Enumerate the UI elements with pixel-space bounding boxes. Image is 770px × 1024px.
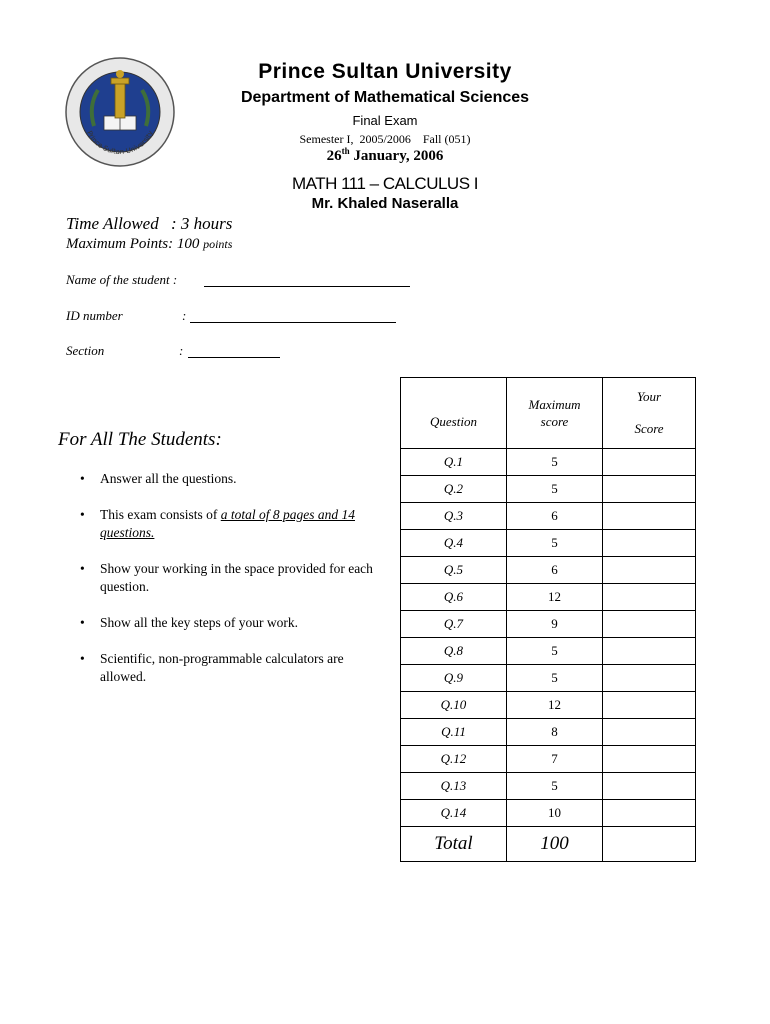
table-row xyxy=(401,476,696,503)
table-row xyxy=(401,449,696,476)
instruction-text: Show your working in the space provided for each question. xyxy=(100,561,373,594)
table-row xyxy=(401,773,696,800)
list-item xyxy=(60,506,380,542)
instructor-name: Mr. Khaled Naseralla xyxy=(311,195,459,212)
max-score-cell: 8 xyxy=(507,719,603,746)
header-your-line1: Your xyxy=(636,389,662,404)
total-value: 100 xyxy=(507,827,603,862)
table-row xyxy=(401,611,696,638)
exam-date xyxy=(190,146,580,165)
field-label: ID number xyxy=(66,308,123,323)
semester: Semester I, 2005/2006 Fall (051) xyxy=(299,132,471,146)
max-score-cell: 5 xyxy=(507,665,603,692)
total-label: Total xyxy=(401,827,507,862)
question-cell: Q.6 xyxy=(401,584,507,611)
list-item xyxy=(60,470,380,488)
list-item xyxy=(60,614,380,632)
question-cell: Q.1 xyxy=(401,449,507,476)
question-cell: Q.5 xyxy=(401,557,507,584)
time-value: : 3 hours xyxy=(170,214,233,233)
your-score-cell[interactable] xyxy=(603,800,696,827)
max-score-cell: 12 xyxy=(507,692,603,719)
instructions-list xyxy=(60,470,380,704)
course-title: MATH 111 – CALCULUS I xyxy=(291,174,478,193)
question-cell: Q.2 xyxy=(401,476,507,503)
list-item xyxy=(60,650,380,686)
table-row xyxy=(401,584,696,611)
department-name: Department of Mathematical Sciences xyxy=(240,89,530,106)
header-max-line1: Maximum xyxy=(528,397,581,412)
total-row xyxy=(401,827,696,862)
header-max-line2: score xyxy=(540,414,569,429)
total-your-score-cell[interactable] xyxy=(603,827,696,862)
table-row xyxy=(401,530,696,557)
table-row xyxy=(401,665,696,692)
max-score-cell: 5 xyxy=(507,773,603,800)
time-label: Time Allowed xyxy=(66,214,159,233)
section-line[interactable] xyxy=(188,357,280,358)
your-score-cell[interactable] xyxy=(603,530,696,557)
id-number-line[interactable] xyxy=(190,322,396,323)
question-cell: Q.14 xyxy=(401,800,507,827)
table-row xyxy=(401,503,696,530)
question-cell: Q.13 xyxy=(401,773,507,800)
list-item xyxy=(60,560,380,596)
university-name: Prince Sultan University xyxy=(258,60,512,83)
max-score-cell: 5 xyxy=(507,638,603,665)
date-day: 26 xyxy=(326,148,342,164)
date-suffix: th xyxy=(341,146,350,156)
score-table xyxy=(400,377,696,862)
table-header-row xyxy=(401,378,696,449)
max-score-cell: 5 xyxy=(507,476,603,503)
student-name-line[interactable] xyxy=(204,286,410,287)
max-score-cell: 9 xyxy=(507,611,603,638)
your-score-cell[interactable] xyxy=(603,773,696,800)
max-points-label: Maximum Points: 100 xyxy=(66,236,200,252)
max-score-cell: 6 xyxy=(507,557,603,584)
max-points-unit: points xyxy=(203,237,233,251)
your-score-cell[interactable] xyxy=(603,557,696,584)
table-row xyxy=(401,692,696,719)
your-score-cell[interactable] xyxy=(603,665,696,692)
instruction-text: This exam consists of xyxy=(100,507,221,522)
your-score-cell[interactable] xyxy=(603,449,696,476)
instruction-underlined: a total of 8 pages and 14 questions. xyxy=(100,507,355,540)
field-label: Name of the student : xyxy=(66,272,178,287)
question-cell: Q.9 xyxy=(401,665,507,692)
maximum-points xyxy=(66,236,232,253)
university-logo xyxy=(64,56,176,168)
question-cell: Q.11 xyxy=(401,719,507,746)
max-score-cell: 6 xyxy=(507,503,603,530)
question-cell: Q.8 xyxy=(401,638,507,665)
max-score-cell: 5 xyxy=(507,530,603,557)
instruction-text: Answer all the questions. xyxy=(100,471,237,486)
header-max-score xyxy=(507,378,603,449)
your-score-cell[interactable] xyxy=(603,692,696,719)
exam-type: Final Exam xyxy=(352,113,418,128)
question-cell: Q.12 xyxy=(401,746,507,773)
max-score-cell: 5 xyxy=(507,449,603,476)
section-colon: : xyxy=(179,343,184,358)
instructions-heading: For All The Students: xyxy=(58,429,222,450)
table-row xyxy=(401,746,696,773)
id-number-field xyxy=(66,308,123,324)
question-cell: Q.7 xyxy=(401,611,507,638)
question-cell: Q.10 xyxy=(401,692,507,719)
max-score-cell: 12 xyxy=(507,584,603,611)
logo-text: Prince Sultan University xyxy=(85,129,155,157)
instruction-text: Show all the key steps of your work. xyxy=(100,615,298,630)
your-score-cell[interactable] xyxy=(603,476,696,503)
your-score-cell[interactable] xyxy=(603,584,696,611)
instruction-text: Scientific, non-programmable calculators are allowed. xyxy=(100,651,344,684)
header-your-score xyxy=(603,378,696,449)
table-row xyxy=(401,800,696,827)
max-score-cell: 7 xyxy=(507,746,603,773)
your-score-cell[interactable] xyxy=(603,503,696,530)
time-allowed xyxy=(66,214,232,234)
your-score-cell[interactable] xyxy=(603,638,696,665)
table-row xyxy=(401,719,696,746)
header-question xyxy=(401,378,507,449)
table-row xyxy=(401,557,696,584)
max-score-cell: 10 xyxy=(507,800,603,827)
id-colon: : xyxy=(182,308,187,323)
header-question-text: Question xyxy=(430,414,477,429)
date-rest: January, 2006 xyxy=(349,148,444,164)
your-score-cell[interactable] xyxy=(603,746,696,773)
question-cell: Q.4 xyxy=(401,530,507,557)
section-field xyxy=(66,343,104,359)
header-your-line2: Score xyxy=(634,421,664,436)
question-cell: Q.3 xyxy=(401,503,507,530)
table-row xyxy=(401,638,696,665)
your-score-cell[interactable] xyxy=(603,611,696,638)
field-label: Section xyxy=(66,343,105,358)
student-name-field xyxy=(66,272,177,288)
your-score-cell[interactable] xyxy=(603,719,696,746)
